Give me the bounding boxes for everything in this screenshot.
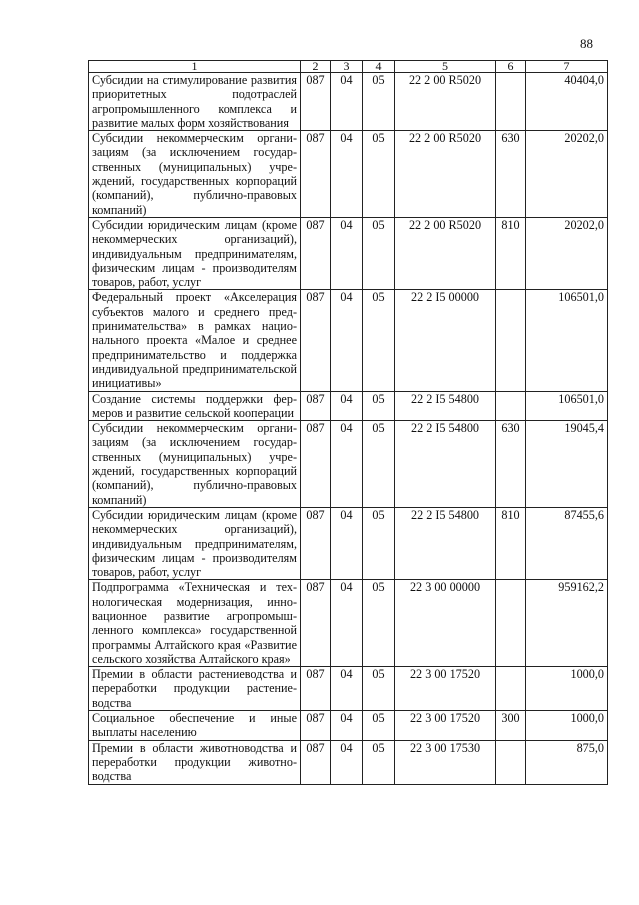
row-name-cell: Субсидии на стимулирование развития приоритетных подотраслей агропромышленного комплекса и развитие малых форм хозяйствования xyxy=(89,73,301,131)
cell-col4: 05 xyxy=(363,711,395,741)
cell-col6: 630 xyxy=(496,131,526,218)
cell-col7: 20202,0 xyxy=(526,217,608,289)
cell-col3: 04 xyxy=(331,73,363,131)
cell-col7: 19045,4 xyxy=(526,421,608,508)
cell-col4: 05 xyxy=(363,507,395,579)
cell-col3: 04 xyxy=(331,391,363,421)
cell-col5: 22 2 00 R5020 xyxy=(395,131,496,218)
cell-col6: 810 xyxy=(496,507,526,579)
column-header: 5 xyxy=(395,61,496,73)
cell-col6 xyxy=(496,740,526,784)
cell-col2: 087 xyxy=(301,740,331,784)
table-row xyxy=(89,580,608,667)
cell-col2: 087 xyxy=(301,667,331,711)
cell-col6 xyxy=(496,73,526,131)
cell-col4: 05 xyxy=(363,421,395,508)
cell-col5: 22 2 I5 54800 xyxy=(395,507,496,579)
cell-col6 xyxy=(496,667,526,711)
cell-col4: 05 xyxy=(363,740,395,784)
row-name-cell: Создание системы поддержки фермеров и развитие сельской кооперации xyxy=(89,391,301,421)
table-row xyxy=(89,391,608,421)
cell-col6: 630 xyxy=(496,421,526,508)
cell-col5: 22 2 I5 00000 xyxy=(395,290,496,391)
column-header: 4 xyxy=(363,61,395,73)
table-row xyxy=(89,667,608,711)
column-header: 6 xyxy=(496,61,526,73)
column-header: 1 xyxy=(89,61,301,73)
cell-col6: 300 xyxy=(496,711,526,741)
cell-col5: 22 2 00 R5020 xyxy=(395,73,496,131)
row-name-cell: Социальное обеспечение и иные выплаты населению xyxy=(89,711,301,741)
row-name-cell: Премии в области растениеводства и переработки продукции растениеводства xyxy=(89,667,301,711)
cell-col6 xyxy=(496,391,526,421)
cell-col2: 087 xyxy=(301,73,331,131)
table-row xyxy=(89,73,608,131)
row-name-cell: Субсидии некоммерческим организациям (за исключением государственных (муниципальных) учреждений, государственных корпораций (компаний), публично-правовых компаний) xyxy=(89,421,301,508)
table-row xyxy=(89,421,608,508)
cell-col3: 04 xyxy=(331,507,363,579)
table-row xyxy=(89,217,608,289)
cell-col7: 1000,0 xyxy=(526,667,608,711)
table-row xyxy=(89,507,608,579)
cell-col5: 22 3 00 17520 xyxy=(395,711,496,741)
row-name-cell: Субсидии юридическим лицам (кроме некоммерческих организаций), индивидуальным предпринимателям, физическим лицам - производителям товаров, работ, услуг xyxy=(89,217,301,289)
cell-col7: 106501,0 xyxy=(526,391,608,421)
row-name-cell: Подпрограмма «Техническая и технологическая модернизация, инновационное развитие агропромышленного комплекса» государственной программы Алтайского края «Развитие сельского хозяйства Алтайского края» xyxy=(89,580,301,667)
cell-col3: 04 xyxy=(331,667,363,711)
cell-col7: 875,0 xyxy=(526,740,608,784)
cell-col7: 1000,0 xyxy=(526,711,608,741)
cell-col5: 22 3 00 17520 xyxy=(395,667,496,711)
cell-col4: 05 xyxy=(363,131,395,218)
cell-col3: 04 xyxy=(331,711,363,741)
cell-col2: 087 xyxy=(301,217,331,289)
cell-col4: 05 xyxy=(363,391,395,421)
column-header: 7 xyxy=(526,61,608,73)
cell-col3: 04 xyxy=(331,580,363,667)
cell-col2: 087 xyxy=(301,421,331,508)
cell-col4: 05 xyxy=(363,290,395,391)
cell-col6: 810 xyxy=(496,217,526,289)
cell-col7: 959162,2 xyxy=(526,580,608,667)
cell-col2: 087 xyxy=(301,290,331,391)
cell-col4: 05 xyxy=(363,73,395,131)
cell-col4: 05 xyxy=(363,217,395,289)
cell-col3: 04 xyxy=(331,290,363,391)
row-name-cell: Субсидии некоммерческим организациям (за исключением государственных (муниципальных) учреждений, государственных корпораций (компаний), публично-правовых компаний) xyxy=(89,131,301,218)
table-row xyxy=(89,131,608,218)
cell-col3: 04 xyxy=(331,217,363,289)
row-name-cell: Субсидии юридическим лицам (кроме некоммерческих организаций), индивидуальным предпринимателям, физическим лицам - производителям товаров, работ, услуг xyxy=(89,507,301,579)
row-name-cell: Федеральный проект «Акселерация субъектов малого и среднего предпринимательства» в рамках национального проекта «Малое и среднее предпринимательство и поддержка индивидуальной предпринимательской инициативы» xyxy=(89,290,301,391)
cell-col5: 22 3 00 17530 xyxy=(395,740,496,784)
column-header: 3 xyxy=(331,61,363,73)
cell-col2: 087 xyxy=(301,131,331,218)
cell-col2: 087 xyxy=(301,507,331,579)
cell-col4: 05 xyxy=(363,667,395,711)
column-header: 2 xyxy=(301,61,331,73)
cell-col3: 04 xyxy=(331,421,363,508)
cell-col7: 87455,6 xyxy=(526,507,608,579)
cell-col6 xyxy=(496,580,526,667)
table-row xyxy=(89,711,608,741)
header-row xyxy=(89,61,608,73)
cell-col2: 087 xyxy=(301,580,331,667)
cell-col6 xyxy=(496,290,526,391)
cell-col3: 04 xyxy=(331,131,363,218)
cell-col7: 40404,0 xyxy=(526,73,608,131)
budget-table xyxy=(88,60,608,785)
cell-col2: 087 xyxy=(301,391,331,421)
cell-col3: 04 xyxy=(331,740,363,784)
table-row xyxy=(89,290,608,391)
cell-col7: 20202,0 xyxy=(526,131,608,218)
cell-col5: 22 2 I5 54800 xyxy=(395,391,496,421)
table-row xyxy=(89,740,608,784)
row-name-cell: Премии в области животноводства и переработки продукции животноводства xyxy=(89,740,301,784)
page-number: 88 xyxy=(580,36,593,51)
cell-col7: 106501,0 xyxy=(526,290,608,391)
cell-col5: 22 3 00 00000 xyxy=(395,580,496,667)
cell-col5: 22 2 00 R5020 xyxy=(395,217,496,289)
cell-col4: 05 xyxy=(363,580,395,667)
cell-col5: 22 2 I5 54800 xyxy=(395,421,496,508)
cell-col2: 087 xyxy=(301,711,331,741)
